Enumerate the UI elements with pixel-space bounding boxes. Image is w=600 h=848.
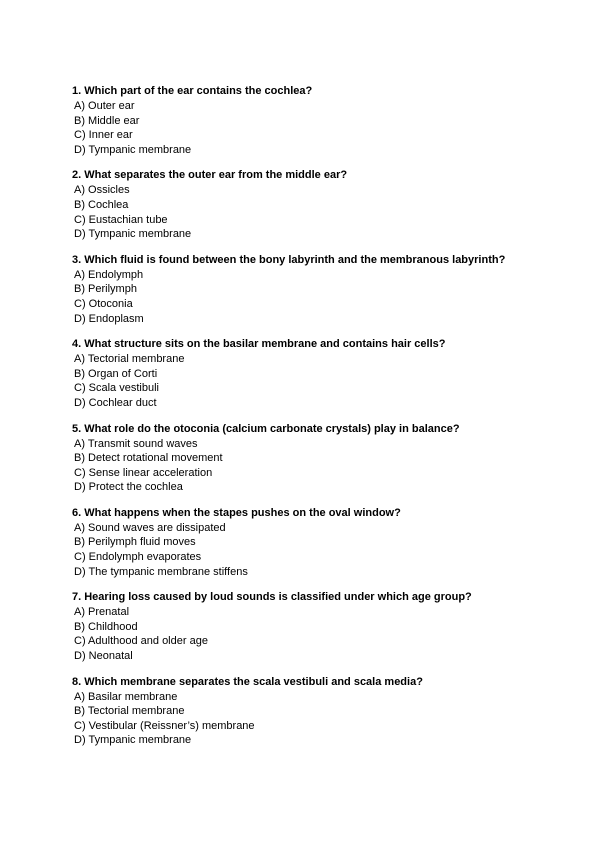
question-text: 6. What happens when the stapes pushes on the oval window? bbox=[72, 506, 401, 519]
question-4 bbox=[72, 337, 572, 410]
question-text: 1. Which part of the ear contains the cochlea? bbox=[72, 85, 313, 97]
answer-option-c: C) Otoconia bbox=[74, 297, 133, 310]
answer-option-a: A) Prenatal bbox=[74, 606, 130, 619]
question-3 bbox=[72, 253, 572, 326]
answer-options bbox=[72, 268, 572, 326]
answer-option-a: A) Sound waves are dissipated bbox=[74, 521, 226, 534]
question-7 bbox=[72, 590, 572, 663]
answer-options bbox=[72, 352, 572, 410]
answer-option-d: D) Protect the cochlea bbox=[74, 481, 183, 494]
question-1 bbox=[72, 84, 572, 157]
answer-option-d: D) The tympanic membrane stiffens bbox=[74, 565, 248, 578]
answer-option-b: B) Organ of Corti bbox=[74, 367, 158, 380]
answer-option-a: A) Transmit sound waves bbox=[74, 437, 198, 450]
question-text: 7. Hearing loss caused by loud sounds is classified under which age group? bbox=[72, 591, 472, 604]
answer-option-d: D) Endoplasm bbox=[74, 312, 144, 325]
question-text: 8. Which membrane separates the scala vestibuli and scala media? bbox=[72, 675, 423, 688]
answer-option-c: C) Inner ear bbox=[74, 129, 133, 142]
answer-options bbox=[72, 690, 572, 748]
answer-option-a: A) Outer ear bbox=[74, 100, 135, 112]
question-text: 5. What role do the otoconia (calcium carbonate crystals) play in balance? bbox=[72, 422, 460, 435]
answer-option-d: D) Neonatal bbox=[74, 650, 133, 663]
answer-option-a: A) Tectorial membrane bbox=[74, 353, 185, 366]
question-5 bbox=[72, 422, 572, 495]
answer-option-c: C) Adulthood and older age bbox=[74, 635, 208, 648]
answer-option-d: D) Tympanic membrane bbox=[74, 228, 192, 241]
answer-options bbox=[72, 605, 572, 663]
answer-options bbox=[72, 99, 572, 157]
answer-options bbox=[72, 437, 572, 495]
answer-option-c: C) Scala vestibuli bbox=[74, 382, 159, 395]
question-6 bbox=[72, 506, 572, 579]
question-text: 4. What structure sits on the basilar membrane and contains hair cells? bbox=[72, 338, 446, 351]
answer-option-b: B) Detect rotational movement bbox=[74, 452, 223, 465]
answer-option-b: B) Perilymph bbox=[74, 283, 137, 296]
answer-option-c: C) Vestibular (Reissner’s) membrane bbox=[74, 719, 255, 732]
question-8 bbox=[72, 675, 572, 748]
answer-option-b: B) Childhood bbox=[74, 620, 138, 633]
answer-option-b: B) Middle ear bbox=[74, 114, 140, 127]
answer-option-d: D) Tympanic membrane bbox=[74, 143, 192, 156]
answer-option-c: C) Eustachian tube bbox=[74, 213, 168, 226]
answer-option-d: D) Tympanic membrane bbox=[74, 734, 192, 747]
answer-option-b: B) Perilymph fluid moves bbox=[74, 536, 196, 549]
answer-option-b: B) Tectorial membrane bbox=[74, 705, 185, 718]
quiz-questions bbox=[72, 84, 572, 759]
question-2 bbox=[72, 168, 572, 241]
question-text: 2. What separates the outer ear from the middle ear? bbox=[72, 169, 348, 182]
answer-option-a: A) Basilar membrane bbox=[74, 690, 178, 703]
answer-options bbox=[72, 521, 572, 579]
answer-option-c: C) Endolymph evaporates bbox=[74, 551, 202, 564]
question-text: 3. Which fluid is found between the bony labyrinth and the membranous labyrinth? bbox=[72, 253, 506, 266]
answer-options bbox=[72, 183, 572, 241]
answer-option-b: B) Cochlea bbox=[74, 198, 129, 211]
answer-option-a: A) Endolymph bbox=[74, 268, 144, 281]
answer-option-d: D) Cochlear duct bbox=[74, 396, 157, 409]
answer-option-c: C) Sense linear acceleration bbox=[74, 466, 213, 479]
answer-option-a: A) Ossicles bbox=[74, 184, 130, 197]
